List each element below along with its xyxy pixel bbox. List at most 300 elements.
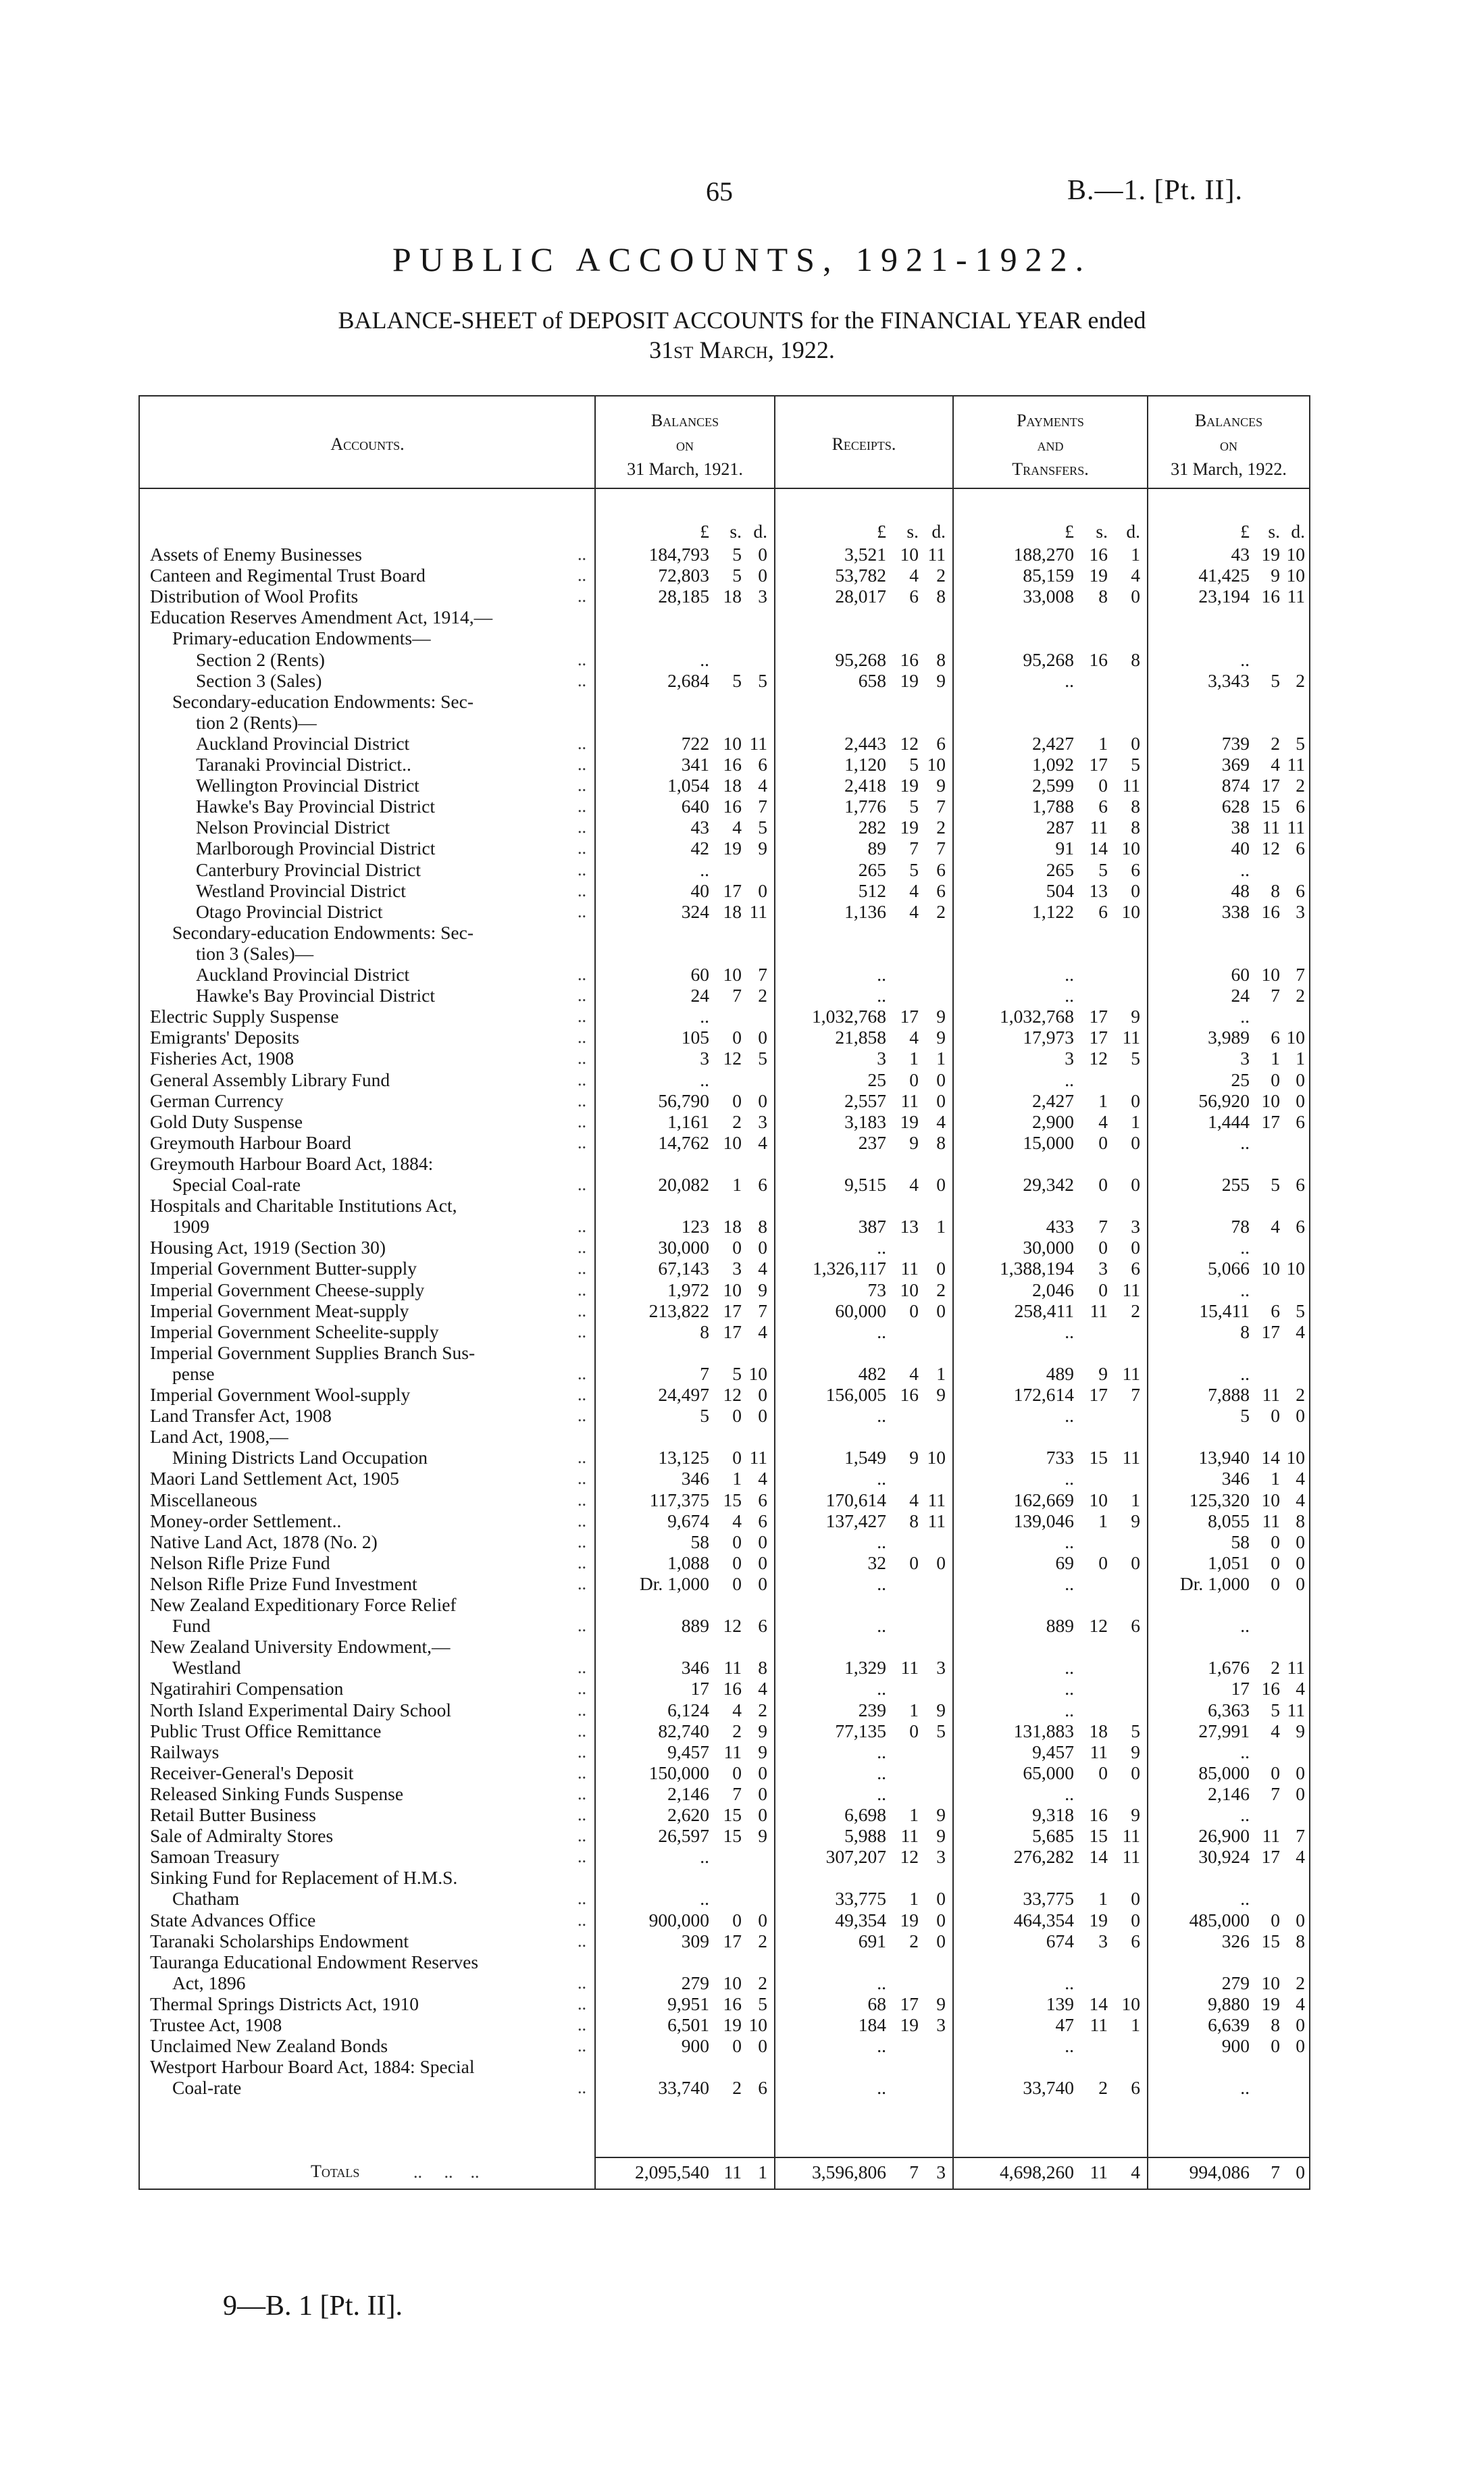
leader-dots: .. bbox=[578, 1658, 586, 1678]
bal1921-amount-pence: 6 bbox=[758, 1174, 767, 1195]
receipts-amount-pounds: 307,207 bbox=[825, 1846, 886, 1868]
bal1922-amount-pence: 0 bbox=[1296, 1069, 1305, 1090]
bal1922-amount-pounds: .. bbox=[1240, 1237, 1250, 1258]
payments-amount-pence: 1 bbox=[1131, 1110, 1140, 1132]
receipts-amount-shillings: 1 bbox=[909, 1888, 919, 1910]
account-label: Imperial Government Meat-supply bbox=[150, 1300, 409, 1321]
bal1921-amount-pence: 0 bbox=[758, 1572, 767, 1594]
bal1922-amount-shillings: 0 bbox=[1271, 1405, 1280, 1427]
receipts-amount-pounds: .. bbox=[877, 1972, 886, 1993]
bal1922-amount-pounds: 1,676 bbox=[1208, 1657, 1250, 1679]
account-label: Samoan Treasury bbox=[150, 1846, 280, 1868]
bal1922-amount-pounds: Dr. 1,000 bbox=[1179, 1572, 1250, 1594]
total-bal1921-pounds: 2,095,540 bbox=[635, 2162, 709, 2182]
bal1921-amount-shillings: 7 bbox=[732, 1783, 742, 1804]
bal1921-amount-pence: 0 bbox=[758, 1909, 767, 1930]
payments-amount-pence: 5 bbox=[1131, 1720, 1140, 1741]
currency-unit-payments: £ bbox=[1065, 521, 1074, 542]
receipts-amount-pence: 3 bbox=[936, 1846, 946, 1868]
bal1922-amount-pounds: 2,146 bbox=[1208, 1783, 1250, 1804]
account-label: Fund bbox=[172, 1615, 211, 1637]
bal1922-amount-pounds: 9,880 bbox=[1208, 1993, 1250, 2014]
receipts-amount-pounds: .. bbox=[877, 1615, 886, 1637]
bal1921-amount-pence: 0 bbox=[758, 1804, 767, 1825]
bal1922-amount-pence: 6 bbox=[1296, 1174, 1305, 1195]
receipts-amount-pence: 0 bbox=[936, 1909, 946, 1930]
leader-dots: .. bbox=[578, 1258, 586, 1279]
receipts-amount-shillings: 4 bbox=[909, 1362, 919, 1384]
leader-dots: .. bbox=[578, 649, 586, 669]
bal1921-amount-pence: 3 bbox=[758, 1110, 767, 1132]
leader-dots: .. bbox=[578, 838, 586, 859]
bal1922-amount-pounds: 874 bbox=[1221, 775, 1250, 796]
bal1921-amount-pence: 11 bbox=[749, 732, 767, 754]
leader-dots: .. bbox=[578, 1930, 586, 1951]
leader-dots: .. bbox=[578, 1448, 586, 1468]
header-receipts: Receipts. bbox=[831, 434, 896, 454]
bal1921-amount-pounds: 722 bbox=[681, 732, 709, 754]
payments-amount-pounds: .. bbox=[1065, 1972, 1074, 1993]
bal1921-amount-shillings: 2 bbox=[732, 1720, 742, 1741]
account-label: Primary-education Endowments— bbox=[172, 628, 431, 649]
bal1922-amount-pence: 2 bbox=[1296, 1384, 1305, 1405]
payments-amount-pence: 0 bbox=[1131, 1237, 1140, 1258]
bal1922-amount-pounds: 900 bbox=[1221, 2035, 1250, 2057]
receipts-amount-shillings: 17 bbox=[900, 1993, 919, 2014]
leader-dots: .. bbox=[578, 1069, 586, 1090]
payments-amount-shillings: 4 bbox=[1098, 1110, 1108, 1132]
account-label: Education Reserves Amendment Act, 1914,— bbox=[150, 607, 493, 628]
account-label: Sinking Fund for Replacement of H.M.S. bbox=[150, 1867, 458, 1889]
header-accounts: Accounts. bbox=[330, 434, 405, 454]
bal1921-amount-pounds: 30,000 bbox=[658, 1237, 709, 1258]
leader-dots: .. bbox=[578, 1616, 586, 1636]
bal1921-amount-pence: 0 bbox=[758, 565, 767, 586]
receipts-amount-pence: 5 bbox=[936, 1720, 946, 1741]
total-receipts-pence: 3 bbox=[936, 2162, 946, 2182]
payments-amount-pounds: 17,973 bbox=[1023, 1027, 1074, 1048]
account-label: Coal-rate bbox=[172, 2077, 242, 2099]
bal1921-amount-pence: 0 bbox=[758, 1552, 767, 1573]
account-label: Maori Land Settlement Act, 1905 bbox=[150, 1468, 399, 1489]
total-payments-pence: 4 bbox=[1131, 2162, 1140, 2182]
bal1922-amount-pence: 11 bbox=[1287, 1657, 1305, 1679]
bal1922-amount-pence: 2 bbox=[1296, 669, 1305, 691]
bal1921-amount-pounds: 60 bbox=[690, 964, 709, 985]
payments-amount-shillings: 14 bbox=[1089, 1993, 1108, 2014]
bal1921-amount-pence: 4 bbox=[758, 1678, 767, 1699]
payments-amount-pence: 1 bbox=[1131, 2014, 1140, 2035]
bal1921-amount-shillings: 18 bbox=[723, 775, 742, 796]
bal1922-amount-shillings: 5 bbox=[1271, 1174, 1280, 1195]
bal1922-amount-pence: 2 bbox=[1296, 775, 1305, 796]
receipts-amount-pence: 11 bbox=[927, 1489, 946, 1510]
leader-dots: .. bbox=[578, 733, 586, 753]
bal1921-amount-shillings: 17 bbox=[723, 879, 742, 901]
bal1922-amount-pence: 6 bbox=[1296, 1110, 1305, 1132]
bal1922-amount-pounds: .. bbox=[1240, 1006, 1250, 1027]
receipts-amount-pence: 2 bbox=[936, 565, 946, 586]
bal1921-amount-pounds: 24,497 bbox=[658, 1384, 709, 1405]
bal1922-amount-pounds: 25 bbox=[1231, 1069, 1250, 1090]
payments-amount-shillings: 0 bbox=[1098, 1174, 1108, 1195]
payments-amount-pounds: .. bbox=[1065, 2035, 1074, 2057]
total-bal1921-pence: 1 bbox=[758, 2162, 767, 2182]
receipts-amount-pounds: 21,858 bbox=[835, 1027, 886, 1048]
bal1922-amount-pence: 6 bbox=[1296, 796, 1305, 817]
receipts-amount-pence: 9 bbox=[936, 1006, 946, 1027]
bal1921-amount-shillings: 11 bbox=[723, 1741, 742, 1762]
bal1922-amount-pounds: .. bbox=[1240, 1131, 1250, 1153]
leader-dots: .. bbox=[578, 1090, 586, 1110]
bal1921-amount-pounds: 56,790 bbox=[658, 1090, 709, 1111]
header-text: Balances bbox=[1194, 411, 1263, 430]
bal1922-amount-shillings: 16 bbox=[1261, 1678, 1280, 1699]
leader-dots: .. bbox=[578, 1111, 586, 1131]
payments-amount-pounds: 1,032,768 bbox=[1000, 1006, 1074, 1027]
payments-amount-pounds: 1,788 bbox=[1032, 796, 1074, 817]
bal1922-amount-pounds: 6,363 bbox=[1208, 1699, 1250, 1720]
payments-amount-shillings: 17 bbox=[1089, 1027, 1108, 1048]
bal1921-amount-shillings: 5 bbox=[732, 544, 742, 565]
bal1922-amount-pence: 6 bbox=[1296, 879, 1305, 901]
payments-amount-pence: 2 bbox=[1131, 1300, 1140, 1321]
payments-amount-pounds: 276,282 bbox=[1013, 1846, 1074, 1868]
bal1922-amount-shillings: 19 bbox=[1261, 544, 1280, 565]
receipts-amount-pence: 2 bbox=[936, 817, 946, 838]
payments-amount-shillings: 9 bbox=[1098, 1362, 1108, 1384]
receipts-amount-pence: 9 bbox=[936, 669, 946, 691]
payments-amount-pounds: 9,318 bbox=[1032, 1804, 1074, 1825]
payments-amount-shillings: 1 bbox=[1098, 1090, 1108, 1111]
bal1921-amount-shillings: 0 bbox=[732, 1027, 742, 1048]
bal1922-amount-pence: 2 bbox=[1296, 1972, 1305, 1993]
receipts-amount-pounds: 658 bbox=[858, 669, 886, 691]
receipts-amount-pounds: 6,698 bbox=[844, 1804, 886, 1825]
bal1922-amount-shillings: 10 bbox=[1261, 1972, 1280, 1993]
payments-amount-pounds: 2,900 bbox=[1032, 1110, 1074, 1132]
receipts-amount-pounds: 387 bbox=[858, 1216, 886, 1237]
account-label: pense bbox=[172, 1362, 215, 1384]
bal1921-amount-pounds: 42 bbox=[690, 838, 709, 859]
bal1921-amount-pounds: .. bbox=[700, 1006, 709, 1027]
receipts-amount-pounds: .. bbox=[877, 1531, 886, 1552]
payments-amount-pounds: 33,740 bbox=[1023, 2077, 1074, 2099]
payments-amount-shillings: 17 bbox=[1089, 1384, 1108, 1405]
bal1922-amount-shillings: 17 bbox=[1261, 1846, 1280, 1868]
payments-amount-pence: 0 bbox=[1131, 732, 1140, 754]
payments-amount-pounds: 3 bbox=[1065, 1048, 1074, 1069]
bal1921-amount-shillings: 15 bbox=[723, 1489, 742, 1510]
account-label: Hospitals and Charitable Institutions Act, bbox=[150, 1195, 457, 1217]
bal1921-amount-shillings: 12 bbox=[723, 1384, 742, 1405]
receipts-amount-pounds: 282 bbox=[858, 817, 886, 838]
leader-dots: .. bbox=[578, 586, 586, 607]
header-balances-1922 bbox=[1148, 409, 1309, 482]
bal1922-amount-pounds: 255 bbox=[1221, 1174, 1250, 1195]
bal1922-amount-pounds: 56,920 bbox=[1198, 1090, 1250, 1111]
bal1921-amount-pence: 3 bbox=[758, 586, 767, 607]
receipts-amount-pence: 3 bbox=[936, 2014, 946, 2035]
payments-amount-pounds: 139,046 bbox=[1013, 1510, 1074, 1531]
leader-dots: .. bbox=[578, 1363, 586, 1383]
receipts-amount-shillings: 11 bbox=[900, 1657, 919, 1679]
bal1921-amount-shillings: 2 bbox=[732, 1110, 742, 1132]
bal1922-amount-pounds: 85,000 bbox=[1198, 1762, 1250, 1783]
bal1921-amount-pounds: 5 bbox=[700, 1405, 709, 1427]
account-label: 1909 bbox=[172, 1216, 209, 1237]
bal1922-amount-shillings: 10 bbox=[1261, 1489, 1280, 1510]
leader-dots: .. bbox=[578, 1741, 586, 1762]
payments-amount-pounds: .. bbox=[1065, 669, 1074, 691]
payments-amount-shillings: 19 bbox=[1089, 565, 1108, 586]
receipts-amount-shillings: 13 bbox=[900, 1216, 919, 1237]
receipts-amount-shillings: 1 bbox=[909, 1048, 919, 1069]
bal1922-amount-shillings: 0 bbox=[1271, 1909, 1280, 1930]
payments-amount-pounds: .. bbox=[1065, 1468, 1074, 1489]
bal1921-amount-pence: 2 bbox=[758, 985, 767, 1006]
payments-amount-shillings: 16 bbox=[1089, 544, 1108, 565]
account-label: Imperial Government Scheelite-supply bbox=[150, 1321, 439, 1342]
payments-amount-pence: 0 bbox=[1131, 1131, 1140, 1153]
payments-amount-pence: 6 bbox=[1131, 2077, 1140, 2099]
account-label: Imperial Government Butter-supply bbox=[150, 1258, 417, 1279]
bal1922-amount-pounds: 23,194 bbox=[1198, 586, 1250, 607]
account-label: Ngatirahiri Compensation bbox=[150, 1678, 344, 1699]
bal1922-amount-shillings: 4 bbox=[1271, 1216, 1280, 1237]
total-receipts-shillings: 7 bbox=[909, 2162, 919, 2182]
receipts-amount-pounds: 53,782 bbox=[835, 565, 886, 586]
bal1921-amount-pence: 5 bbox=[758, 1048, 767, 1069]
leader-dots: .. bbox=[578, 544, 586, 564]
bal1922-amount-pounds: .. bbox=[1240, 1362, 1250, 1384]
account-label: Nelson Rifle Prize Fund Investment bbox=[150, 1572, 417, 1594]
payments-amount-pounds: 131,883 bbox=[1013, 1720, 1074, 1741]
bal1922-amount-pence: 8 bbox=[1296, 1930, 1305, 1951]
bal1922-amount-shillings: 6 bbox=[1271, 1300, 1280, 1321]
bal1921-amount-pounds: 184,793 bbox=[648, 544, 709, 565]
bal1921-amount-shillings: 18 bbox=[723, 1216, 742, 1237]
bal1922-amount-pounds: 38 bbox=[1231, 817, 1250, 838]
payments-amount-shillings: 1 bbox=[1098, 1510, 1108, 1531]
bal1922-amount-pence: 0 bbox=[1296, 1783, 1305, 1804]
receipts-amount-shillings: 5 bbox=[909, 796, 919, 817]
bal1922-amount-shillings: 4 bbox=[1271, 1720, 1280, 1741]
account-label: Greymouth Harbour Board Act, 1884: bbox=[150, 1152, 434, 1174]
payments-amount-shillings: 10 bbox=[1089, 1489, 1108, 1510]
bal1921-amount-pounds: .. bbox=[700, 1846, 709, 1868]
receipts-amount-pounds: 5,988 bbox=[844, 1825, 886, 1847]
account-label: Westland bbox=[172, 1657, 241, 1679]
header-balances-1921 bbox=[596, 409, 774, 482]
payments-amount-pounds: 2,046 bbox=[1032, 1279, 1074, 1300]
account-label: Imperial Government Cheese-supply bbox=[150, 1279, 425, 1300]
bal1922-amount-pounds: 326 bbox=[1221, 1930, 1250, 1951]
receipts-amount-pounds: 237 bbox=[858, 1131, 886, 1153]
leader-dots: .. bbox=[578, 1720, 586, 1741]
payments-amount-pounds: 162,669 bbox=[1013, 1489, 1074, 1510]
bal1921-amount-pounds: 309 bbox=[681, 1930, 709, 1951]
leader-dots: .. bbox=[578, 1993, 586, 2014]
bal1922-amount-pence: 0 bbox=[1296, 1090, 1305, 1111]
receipts-amount-pence: 3 bbox=[936, 1657, 946, 1679]
bal1921-amount-shillings: 0 bbox=[732, 1531, 742, 1552]
bal1921-amount-pence: 5 bbox=[758, 669, 767, 691]
payments-amount-pence: 8 bbox=[1131, 796, 1140, 817]
bal1922-amount-shillings: 6 bbox=[1271, 1027, 1280, 1048]
account-label: Auckland Provincial District bbox=[196, 732, 410, 754]
bal1921-amount-pence: 0 bbox=[758, 2035, 767, 2057]
bal1921-amount-shillings: 0 bbox=[732, 1552, 742, 1573]
account-label: New Zealand Expeditionary Force Relief bbox=[150, 1594, 457, 1615]
receipts-amount-pounds: 1,326,117 bbox=[813, 1258, 886, 1279]
receipts-amount-pounds: .. bbox=[877, 1762, 886, 1783]
receipts-amount-pence: 9 bbox=[936, 1993, 946, 2014]
bal1922-amount-shillings: 5 bbox=[1271, 669, 1280, 691]
bal1922-amount-shillings: 9 bbox=[1271, 565, 1280, 586]
leader-dots: .. bbox=[578, 1048, 586, 1069]
bal1921-amount-shillings: 18 bbox=[723, 900, 742, 922]
bal1921-amount-pounds: 20,082 bbox=[658, 1174, 709, 1195]
account-label: Unclaimed New Zealand Bonds bbox=[150, 2035, 388, 2057]
bal1921-amount-pounds: 640 bbox=[681, 796, 709, 817]
payments-amount-shillings: 18 bbox=[1089, 1720, 1108, 1741]
payments-amount-pounds: 15,000 bbox=[1023, 1131, 1074, 1153]
bal1921-amount-pence: 7 bbox=[758, 1300, 767, 1321]
payments-amount-pence: 0 bbox=[1131, 1174, 1140, 1195]
bal1921-amount-pence: 6 bbox=[758, 1615, 767, 1637]
bal1921-amount-pounds: 33,740 bbox=[658, 2077, 709, 2099]
account-label: Imperial Government Supplies Branch Sus- bbox=[150, 1341, 476, 1363]
bal1921-amount-pounds: 26,597 bbox=[658, 1825, 709, 1847]
header-rule bbox=[138, 488, 1310, 489]
total-receipts-pounds: 3,596,806 bbox=[812, 2162, 886, 2182]
receipts-amount-pence: 11 bbox=[927, 1510, 946, 1531]
account-label: Land Act, 1908,— bbox=[150, 1426, 288, 1448]
payments-amount-pounds: 2,599 bbox=[1032, 775, 1074, 796]
bal1922-amount-shillings: 15 bbox=[1261, 796, 1280, 817]
bal1922-amount-pounds: 3 bbox=[1240, 1048, 1250, 1069]
payments-amount-pence: 9 bbox=[1131, 1741, 1140, 1762]
payments-amount-shillings: 0 bbox=[1098, 1552, 1108, 1573]
receipts-amount-shillings: 4 bbox=[909, 900, 919, 922]
bal1922-amount-pounds: .. bbox=[1240, 1741, 1250, 1762]
receipts-amount-shillings: 4 bbox=[909, 1489, 919, 1510]
bal1922-amount-pence: 5 bbox=[1296, 732, 1305, 754]
account-label: Land Transfer Act, 1908 bbox=[150, 1405, 332, 1427]
bal1922-amount-pounds: 338 bbox=[1221, 900, 1250, 922]
payments-amount-pence: 6 bbox=[1131, 1258, 1140, 1279]
payments-amount-pence: 11 bbox=[1122, 1279, 1140, 1300]
payments-amount-shillings: 0 bbox=[1098, 775, 1108, 796]
header-payments bbox=[954, 409, 1147, 482]
leader-dots: .. bbox=[578, 1805, 586, 1824]
bal1922-amount-shillings: 4 bbox=[1271, 754, 1280, 775]
receipts-amount-pence: 6 bbox=[936, 732, 946, 754]
receipts-amount-pounds: 1,120 bbox=[844, 754, 886, 775]
receipts-amount-pounds: .. bbox=[877, 985, 886, 1006]
bal1921-amount-pence: 11 bbox=[749, 1447, 767, 1468]
receipts-amount-shillings: 1 bbox=[909, 1699, 919, 1720]
bal1922-amount-pounds: 17 bbox=[1231, 1678, 1250, 1699]
bal1921-amount-pounds: 6,124 bbox=[667, 1699, 709, 1720]
receipts-amount-pence: 9 bbox=[936, 775, 946, 796]
bal1922-amount-pence: 10 bbox=[1286, 1258, 1305, 1279]
bal1921-amount-pounds: 9,457 bbox=[667, 1741, 709, 1762]
receipts-amount-shillings: 16 bbox=[900, 1384, 919, 1405]
bal1922-amount-shillings: 19 bbox=[1261, 1993, 1280, 2014]
bal1921-amount-shillings: 3 bbox=[732, 1258, 742, 1279]
account-label: Act, 1896 bbox=[172, 1972, 246, 1993]
bal1922-amount-pounds: 6,639 bbox=[1208, 2014, 1250, 2035]
bal1922-amount-shillings: 0 bbox=[1271, 2035, 1280, 2057]
bal1922-amount-shillings: 7 bbox=[1271, 1783, 1280, 1804]
receipts-amount-shillings: 19 bbox=[900, 1110, 919, 1132]
payments-amount-pence: 6 bbox=[1131, 1930, 1140, 1951]
bal1921-amount-shillings: 10 bbox=[723, 964, 742, 985]
receipts-amount-pence: 2 bbox=[936, 1279, 946, 1300]
receipts-amount-pence: 0 bbox=[936, 1174, 946, 1195]
payments-amount-pence: 5 bbox=[1131, 1048, 1140, 1069]
bal1921-amount-shillings: 0 bbox=[732, 1405, 742, 1427]
bal1922-amount-pence: 0 bbox=[1296, 1531, 1305, 1552]
account-label: State Advances Office bbox=[150, 1909, 316, 1930]
leader-dots: .. bbox=[578, 1321, 586, 1341]
bal1921-amount-pounds: 2,684 bbox=[667, 669, 709, 691]
bal1922-amount-pounds: 346 bbox=[1221, 1468, 1250, 1489]
receipts-amount-shillings: 4 bbox=[909, 879, 919, 901]
bal1922-amount-shillings: 15 bbox=[1261, 1930, 1280, 1951]
bal1922-amount-shillings: 12 bbox=[1261, 838, 1280, 859]
payments-amount-pence: 10 bbox=[1121, 838, 1140, 859]
receipts-amount-shillings: 5 bbox=[909, 859, 919, 880]
bal1921-amount-pounds: 900 bbox=[681, 2035, 709, 2057]
account-label: Mining Districts Land Occupation bbox=[172, 1447, 428, 1468]
bal1921-amount-shillings: 18 bbox=[723, 586, 742, 607]
bal1922-amount-pounds: 26,900 bbox=[1198, 1825, 1250, 1847]
totals-rule bbox=[594, 2157, 1309, 2158]
bal1922-amount-pence: 10 bbox=[1286, 565, 1305, 586]
bal1922-amount-pounds: .. bbox=[1240, 859, 1250, 880]
account-label: Hawke's Bay Provincial District bbox=[196, 985, 435, 1006]
bal1922-amount-pence: 0 bbox=[1296, 1909, 1305, 1930]
bal1922-amount-pence: 4 bbox=[1296, 1678, 1305, 1699]
bal1922-amount-shillings: 10 bbox=[1261, 964, 1280, 985]
payments-amount-pounds: 9,457 bbox=[1032, 1741, 1074, 1762]
receipts-amount-pounds: 239 bbox=[858, 1699, 886, 1720]
bal1921-amount-shillings: 0 bbox=[732, 1572, 742, 1594]
receipts-amount-shillings: 10 bbox=[900, 544, 919, 565]
total-bal1922-shillings: 7 bbox=[1271, 2162, 1280, 2182]
bal1921-amount-pence: 0 bbox=[758, 1762, 767, 1783]
receipts-amount-shillings: 11 bbox=[900, 1258, 919, 1279]
receipts-amount-pence: 9 bbox=[936, 1699, 946, 1720]
receipts-amount-pence: 10 bbox=[927, 1447, 946, 1468]
receipts-amount-shillings: 19 bbox=[900, 775, 919, 796]
currency-unit-bal1921: d. bbox=[753, 521, 767, 542]
receipts-amount-pence: 9 bbox=[936, 1804, 946, 1825]
receipts-amount-pence: 0 bbox=[936, 1552, 946, 1573]
receipts-amount-pence: 1 bbox=[936, 1362, 946, 1384]
currency-unit-payments: s. bbox=[1096, 521, 1108, 542]
leader-dots: .. bbox=[578, 1531, 586, 1552]
bal1921-amount-pence: 9 bbox=[758, 1825, 767, 1847]
bal1921-amount-pence: 9 bbox=[758, 1741, 767, 1762]
bal1922-amount-shillings: 16 bbox=[1261, 900, 1280, 922]
bal1922-amount-pence: 9 bbox=[1296, 1720, 1305, 1741]
bal1922-amount-pounds: 58 bbox=[1231, 1531, 1250, 1552]
payments-amount-pounds: 172,614 bbox=[1013, 1384, 1074, 1405]
